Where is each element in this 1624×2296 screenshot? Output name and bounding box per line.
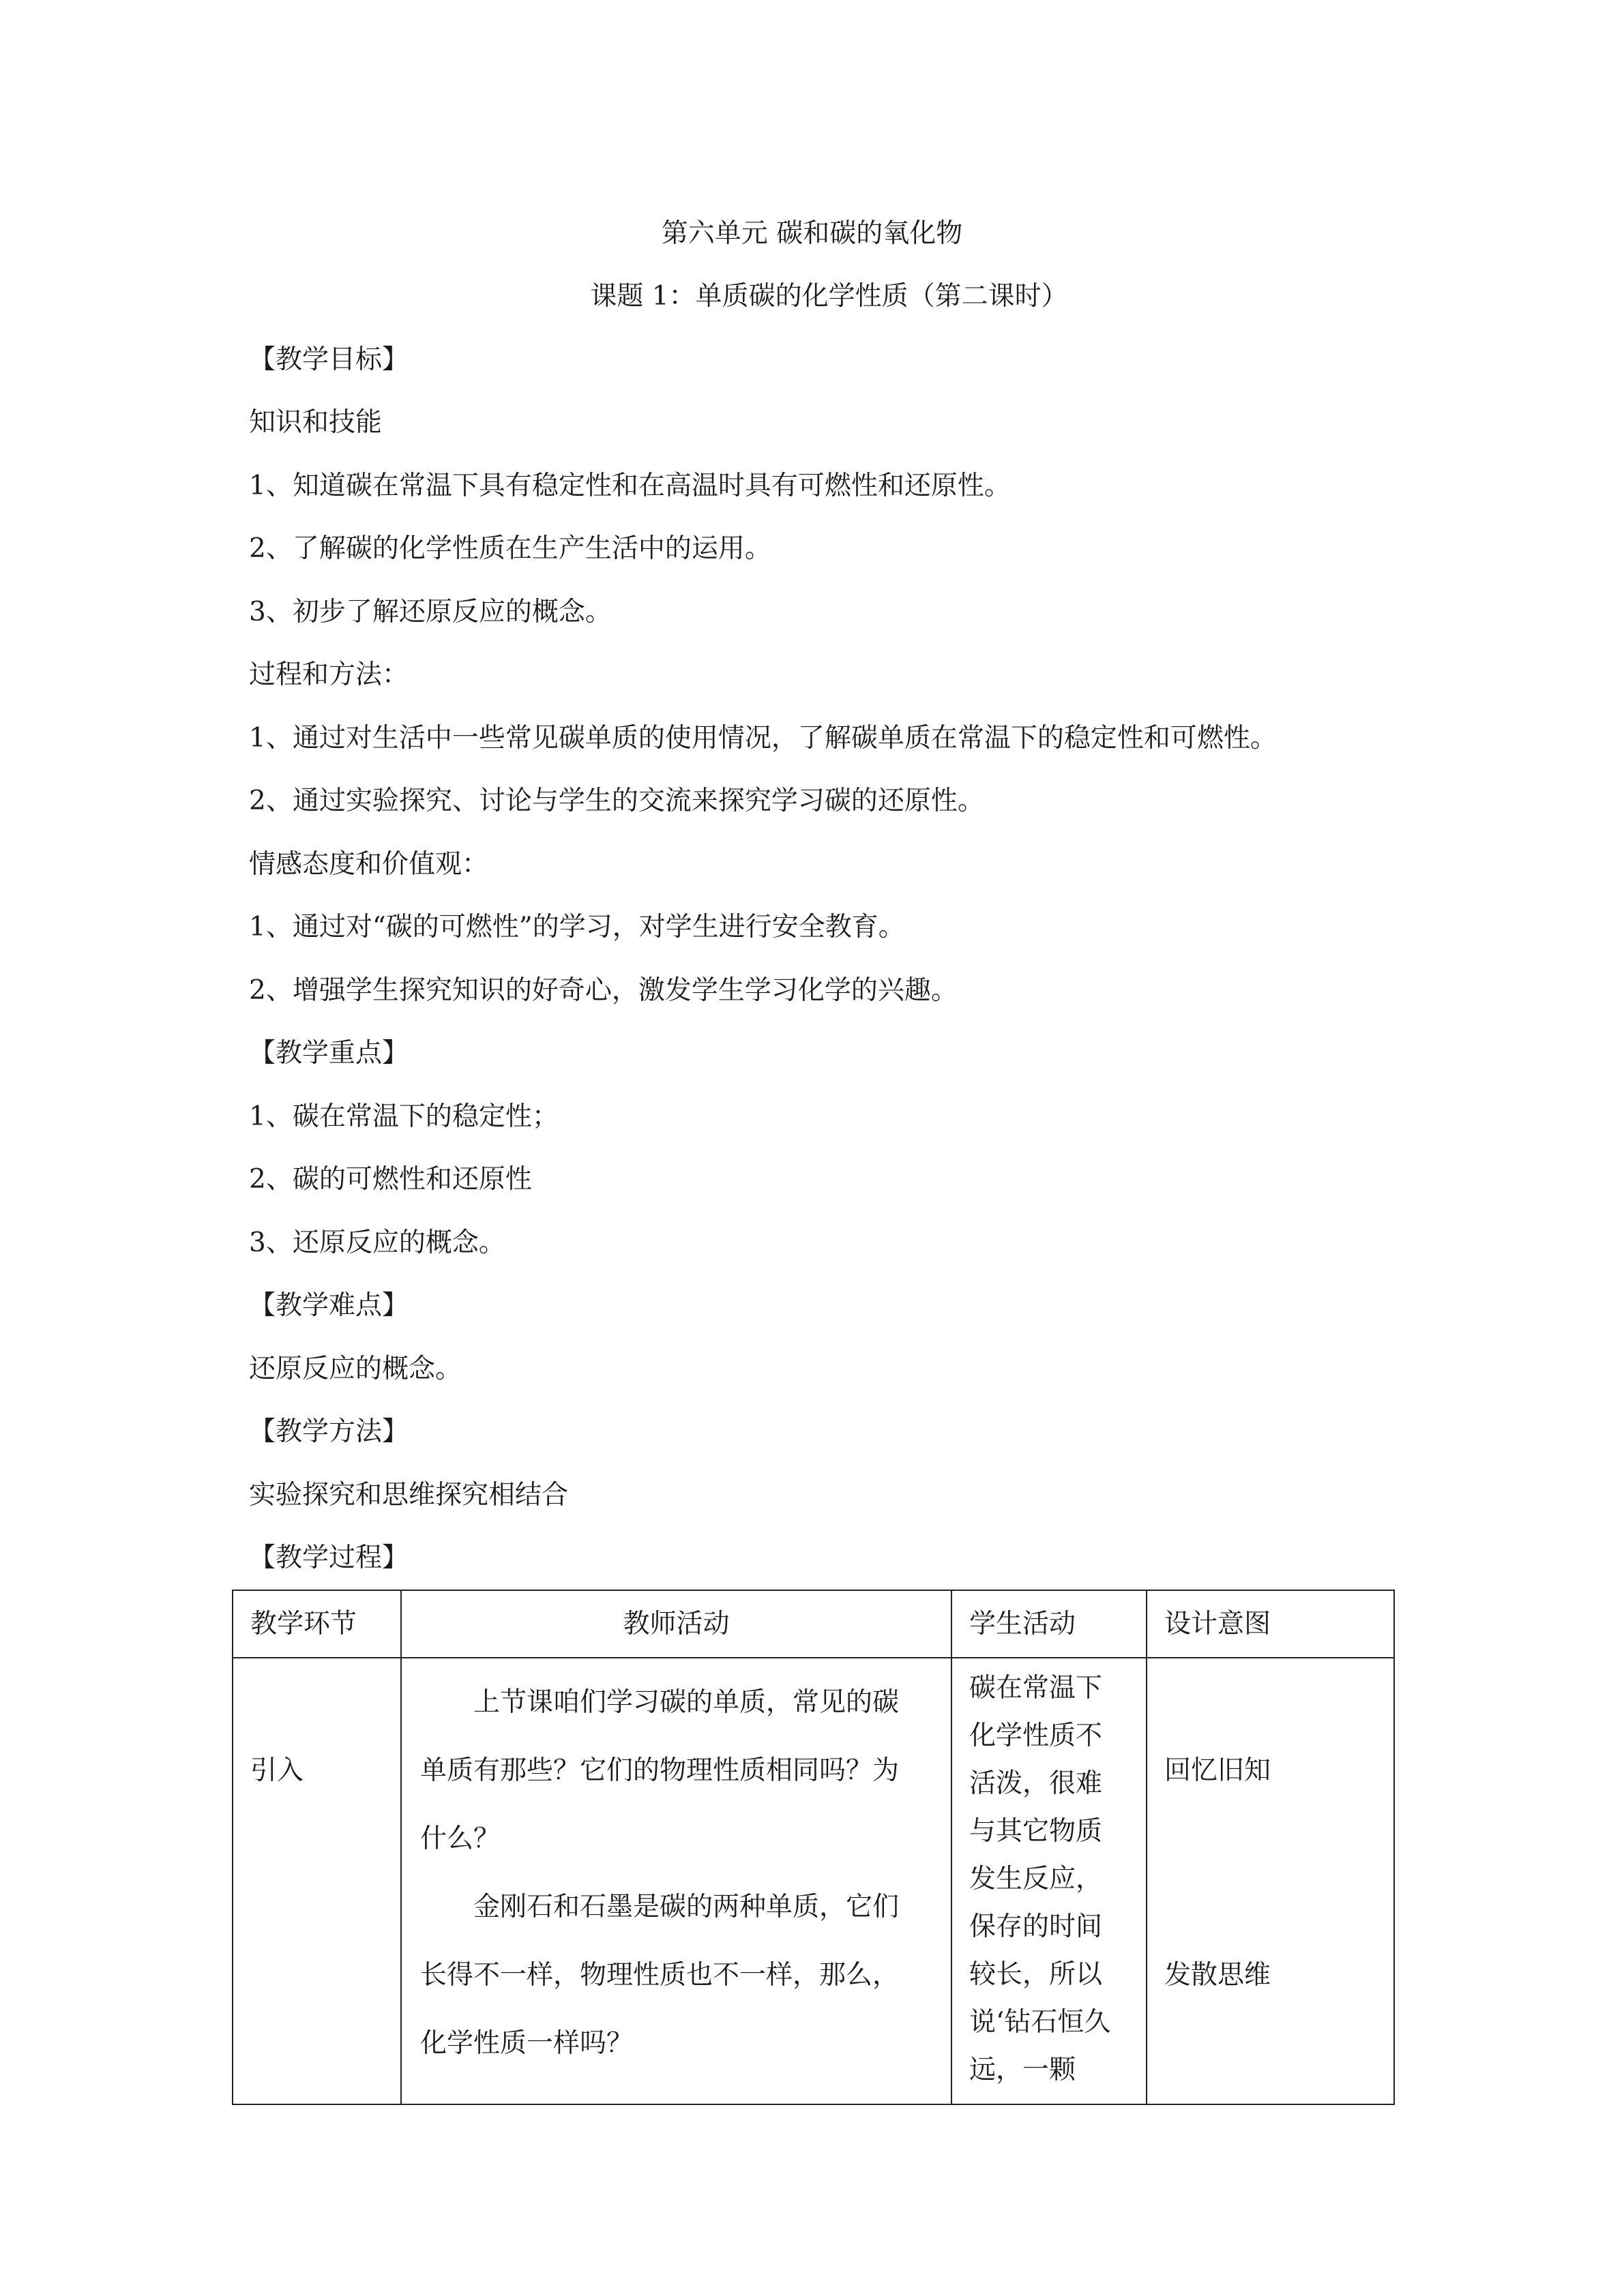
section-heading-difficulty: 【教学难点】: [249, 1290, 409, 1321]
table-row: [233, 1658, 1394, 2104]
difficulty-item: 还原反应的概念。: [249, 1354, 462, 1384]
student-line: 发生反应，: [969, 1864, 1103, 1894]
table-header-row: [233, 1590, 1394, 1658]
section-heading-procedure: 【教学过程】: [249, 1542, 409, 1573]
student-line: 保存的时间: [969, 1911, 1103, 1942]
teacher-line: 长得不一样，物理性质也不一样，那么，: [420, 1960, 900, 1991]
stage-text: 引入: [250, 1755, 304, 1786]
header-design-intent: 设计意图: [1147, 1590, 1394, 1658]
student-line: 较长，所以: [969, 1959, 1103, 1990]
student-line: 说‘钻石恒久: [969, 2007, 1111, 2038]
intent-line: 回忆旧知: [1164, 1755, 1271, 1786]
method-item: 实验探究和思维探究相结合: [249, 1480, 569, 1510]
subheading-knowledge: 知识和技能: [249, 407, 383, 438]
student-line: 活泼，很难: [969, 1768, 1103, 1799]
teacher-line: 上节课咱们学习碳的单质，常见的碳: [473, 1687, 900, 1718]
teacher-line: 单质有那些？它们的物理性质相同吗？为: [420, 1755, 900, 1786]
header-stage: 教学环节: [233, 1590, 401, 1658]
document-subtitle: 课题 1：单质碳的化学性质（第二课时）: [590, 281, 1068, 312]
header-teacher-activity: 教师活动: [401, 1590, 951, 1658]
subheading-attitude: 情感态度和价值观：: [249, 849, 489, 880]
process-item: 1、通过对生活中一些常见碳单质的使用情况，了解碳单质在常温下的稳定性和可燃性。: [249, 723, 1277, 754]
process-item: 2、通过实验探究、讨论与学生的交流来探究学习碳的还原性。: [249, 786, 984, 816]
teacher-line: 什么？: [420, 1823, 501, 1854]
student-line: 碳在常温下: [969, 1673, 1103, 1703]
section-heading-method: 【教学方法】: [249, 1416, 409, 1447]
cell-student-activity: [951, 1658, 1147, 2104]
document-title: 第六单元 碳和碳的氧化物: [661, 218, 963, 249]
cell-stage: [233, 1658, 401, 2104]
teaching-process-table: [232, 1590, 1395, 2105]
student-line: 远，一颗: [969, 2055, 1076, 2085]
subheading-process: 过程和方法：: [249, 659, 409, 690]
teacher-line: 金刚石和石墨是碳的两种单质，它们: [473, 1892, 900, 1922]
attitude-item: 2、增强学生探究知识的好奇心，激发学生学习化学的兴趣。: [249, 975, 958, 1006]
attitude-item: 1、通过对“碳的可燃性”的学习，对学生进行安全教育。: [249, 912, 905, 942]
objective-item: 1、知道碳在常温下具有稳定性和在高温时具有可燃性和还原性。: [249, 471, 1011, 501]
objective-item: 2、了解碳的化学性质在生产生活中的运用。: [249, 533, 771, 564]
teacher-line: 化学性质一样吗？: [420, 2028, 634, 2059]
key-point-item: 1、碳在常温下的稳定性；: [249, 1101, 559, 1132]
student-line: 与其它物质: [969, 1816, 1103, 1847]
cell-teacher-activity: [401, 1658, 951, 2104]
key-point-item: 2、碳的可燃性和还原性: [249, 1164, 532, 1195]
objective-item: 3、初步了解还原反应的概念。: [249, 597, 612, 627]
cell-design-intent: [1147, 1658, 1394, 2104]
student-line: 化学性质不: [969, 1720, 1103, 1751]
section-heading-objectives: 【教学目标】: [249, 344, 409, 375]
intent-line: 发散思维: [1164, 1960, 1271, 1991]
header-student-activity: 学生活动: [951, 1590, 1147, 1658]
key-point-item: 3、还原反应的概念。: [249, 1227, 505, 1258]
section-heading-key-points: 【教学重点】: [249, 1038, 409, 1069]
